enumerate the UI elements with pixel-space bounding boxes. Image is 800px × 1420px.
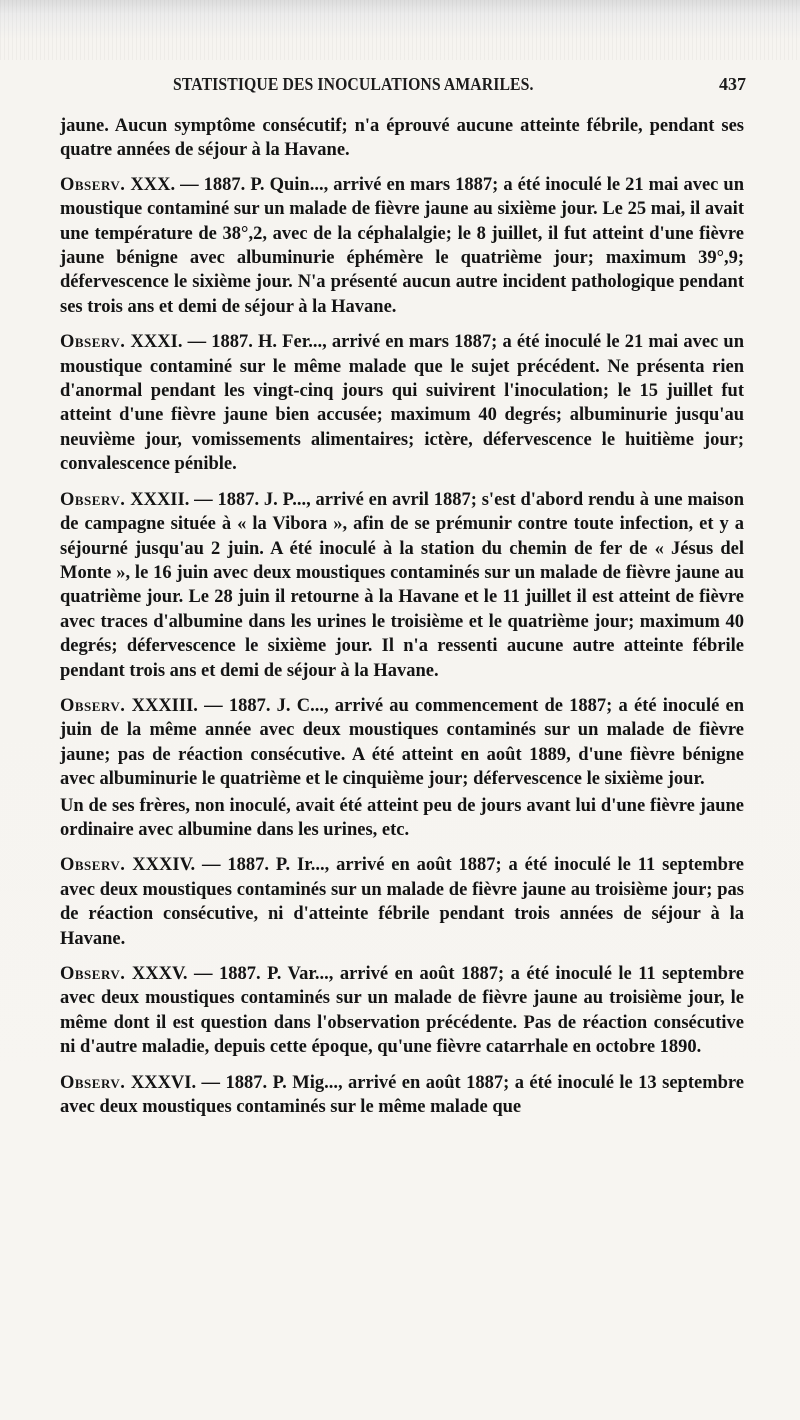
- observation-label: Observ.: [60, 964, 126, 984]
- paragraph-text: XXXI. — 1887. H. Fer..., arrivé en mars 1887; a été inoculé le 21 mai avec un moustique contaminé sur le même malade que le sujet précédent. Ne présenta rien d'anormal pendant les vingt-cinq jours qui suivirent l'inoculation; le 15 juillet fut atteint d'une fièvre jaune bien accusée; maximum 40 degrés; albuminurie jusqu'au neuvième jour, vomissements alimentaires; ictère, défervescence le huitième jour; convalescence pénible.: [60, 332, 744, 475]
- observation-label: Observ.: [60, 332, 126, 353]
- paragraph-text: XXXIII. — 1887. J. C..., arrivé au commencement de 1887; a été inoculé en juin de la même année avec deux moustiques contaminés sur un malade de fièvre jaune; pas de réaction consécutive. A été atteint en août 1889, d'une fièvre bénigne avec albuminurie le quatrième et le cinquième jour; défervescence le sixième jour.: [60, 695, 744, 790]
- observation-label: Observ.: [60, 489, 126, 510]
- observation-33-note: [60, 794, 744, 843]
- observation-33: [60, 694, 744, 792]
- paragraph-text: XXXV. — 1887. P. Var..., arrivé en août 1887; a été inoculé le 11 septembre avec deux moustiques contaminés sur un malade de fièvre jaune au troisième jour, le même dont il est question dans l'observation précédente. Pas de réaction consécutive ni d'autre maladie, depuis cette époque, qu'une fièvre catarrhale en octobre 1890.: [60, 964, 744, 1058]
- page-number: 437: [719, 74, 746, 94]
- paragraph-text: XXXVI. — 1887. P. Mig..., arrivé en août 1887; a été inoculé le 13 septembre avec deux moustiques contaminés sur le même malade que: [60, 1072, 744, 1118]
- running-title: STATISTIQUE DES INOCULATIONS AMARILES.: [173, 74, 534, 94]
- paragraph-text: Un de ses frères, non inoculé, avait été atteint peu de jours avant lui d'une fièvre jaune ordinaire avec albumine dans les urines, etc.: [60, 795, 744, 840]
- observation-30: [60, 173, 744, 319]
- observation-label: Observ.: [60, 695, 126, 716]
- running-head: [58, 74, 746, 102]
- observation-34: [60, 853, 744, 951]
- observation-32: [60, 488, 744, 683]
- observation-35: [60, 962, 744, 1060]
- paragraph-text: XXXIV. — 1887. P. Ir..., arrivé en août 1887; a été inoculé le 11 septembre avec deux moustiques contaminés sur un malade de fièvre jaune au troisième jour; pas de réaction consécutive, ni d'atteinte fébrile pendant trois années de séjour à la Havane.: [60, 855, 744, 949]
- observation-label: Observ.: [60, 855, 126, 876]
- observation-label: Observ.: [60, 1072, 126, 1093]
- observation-31: [60, 330, 744, 476]
- scan-shadow: [0, 0, 800, 60]
- observation-36: [60, 1071, 744, 1120]
- paragraph-text: XXX. — 1887. P. Quin..., arrivé en mars 1887; a été inoculé le 21 mai avec un moustique contaminé sur un malade de fièvre jaune au sixième jour. Le 25 mai, il avait une température de 38°,2, avec de la céphalalgie; le 8 juillet, il fut atteint d'une fièvre jaune bénigne avec albuminurie éphémère le quatrième jour; maximum 39°,9; défervescence le sixième jour. N'a présenté aucun autre incident pathologique pendant ses trois ans et demi de séjour à la Havane.: [60, 174, 744, 317]
- paragraph-continuation: [60, 114, 744, 163]
- observation-label: Observ.: [60, 174, 126, 195]
- body-text: [60, 114, 744, 1130]
- paragraph-text: jaune. Aucun symptôme consécutif; n'a éprouvé aucune atteinte fébrile, pendant ses quatre années de séjour à la Havane.: [60, 116, 744, 161]
- paragraph-text: XXXII. — 1887. J. P..., arrivé en avril 1887; s'est d'abord rendu à une maison de campagne située à « la Vibora », afin de se prémunir contre toute infection, et y a séjourné jusqu'au 2 juin. A été inoculé à la station du chemin de fer de « Jésus del Monte », le 16 juin avec deux moustiques contaminés sur un malade de fièvre jaune au quatrième jour. Le 28 juin il retourne à la Havane et le 11 juillet il est atteint de fièvre avec traces d'albumine dans les urines le troisième et le quatrième jour; maximum 40 degrés; défervescence le sixième jour. Il n'a ressenti aucune autre atteinte fébrile pendant trois ans et demi de séjour à la Havane.: [60, 489, 744, 681]
